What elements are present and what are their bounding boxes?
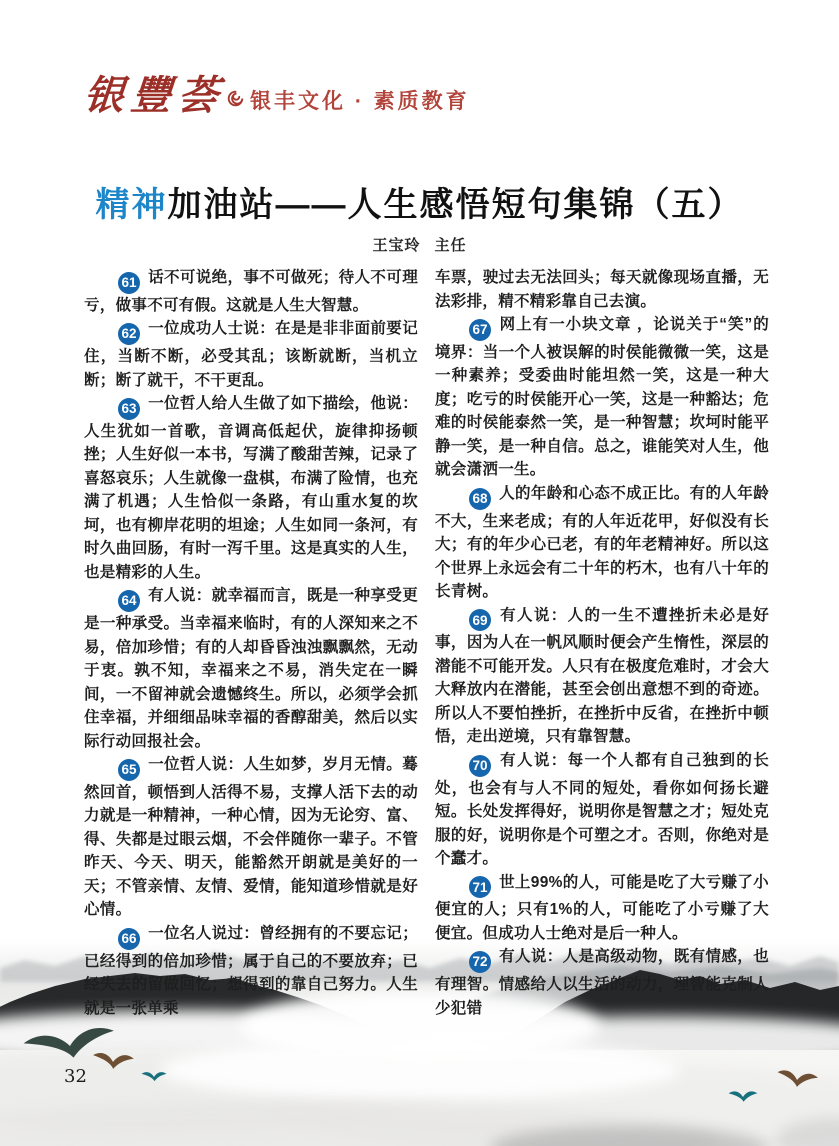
item-number-badge: 70 [469,755,491,777]
page-title [0,186,839,225]
title-rest: 加油站——人生感悟短句集锦（五） [167,186,744,224]
list-item [435,604,769,749]
item-number-badge: 66 [118,928,140,950]
item-number-badge: 69 [469,609,491,631]
page-number: 32 [64,1066,87,1087]
title-block [0,186,839,255]
brand-logo: 银豐荟 [81,72,228,119]
item-number-badge: 72 [469,951,491,973]
item-text: 有人说：就幸福而言，既是一种享受更是一种承受。当幸福来临时，有的人深知来之不易，倍加珍惜；有的人却昏昏浊浊飘飘然，无动于衷。孰不知，幸福来之不易，消失定在一瞬间，一不留神就会遗憾终生。所以，必须学会抓住幸福，并细细品味幸福的香醇甜美，然后以实际行动回报社会。 [84,587,418,750]
item-text: 话不可说绝，事不可做死；待人不可理亏，做事不可有假。这就是人生大智慧。 [84,269,418,314]
list-item [84,392,418,584]
list-item [435,945,769,1020]
left-column [84,266,418,1020]
list-item [84,584,418,753]
list-item [84,753,418,922]
list-item [435,482,769,604]
byline [0,234,839,255]
right-column [435,266,769,1020]
title-highlight: 精神 [95,186,168,224]
item-number-badge: 65 [118,759,140,781]
item-text: 一位哲人给人生做了如下描绘，他说：人生犹如一首歌，音调高低起伏，旋律抑扬顿挫；人生好似一本书，写满了酸甜苦辣，记录了喜怒哀乐；人生就像一盘棋，布满了险情，也充满了机遇；人生恰似一条路，有山重水复的坎坷，也有柳岸花明的坦途；人生如同一条河，有时久曲回肠，有时一泻千里。这是真实的人生，也是精彩的人生。 [84,395,418,581]
list-item [84,317,418,392]
item-number-badge: 71 [469,876,491,898]
list-item-continuation [435,266,769,313]
item-text: 一位名人说过：曾经拥有的不要忘记；已经得到的倍加珍惜；属于自己的不要放弃；已经失去的留做回忆；想得到的靠自己努力。人生就是一张单乘 [84,924,418,1017]
author-name: 王宝玲 [372,237,421,255]
list-item [84,922,418,1020]
item-text: 有人说：每一个人都有自己独到的长处，也会有与人不同的短处，看你如何扬长避短。长处发挥得好，说明你是智慧之才；短处克服的好，说明你是个可塑之才。否则，你绝对是个蠢才。 [435,751,769,867]
item-text: 有人说：人是高级动物，既有情感，也有理智。情感给人以生活的动力，理智能克制人少犯错 [435,948,769,1017]
item-text: 世上99%的人，可能是吃了大亏赚了小便宜的人；只有1%的人，可能吃了小亏赚了大便宜。但成功人士绝对是后一种人。 [435,873,769,942]
swirl-icon [227,90,244,112]
list-item [84,266,418,317]
article-body [84,266,769,1020]
item-text: 一位哲人说：人生如梦，岁月无情。蓦然回首，顿悟到人活得不易，支撑人活下去的动力就是一种精神，一种心情，因为无论穷、富、得、失都是过眼云烟，不会伴随你一辈子。不管昨天、今天、明天，能豁然开朗就是美好的一天；不管亲情、友情、爱情，能知道珍惜就是好心情。 [84,756,418,919]
author-title: 主任 [434,237,467,255]
item-number-badge: 61 [118,272,140,294]
item-number-badge: 63 [118,398,140,420]
item-number-badge: 64 [118,590,140,612]
item-number-badge: 67 [469,319,491,341]
brand-tagline: 银丰文化 · 素质教育 [250,90,470,113]
item-number-badge: 68 [469,488,491,510]
masthead [81,72,470,119]
item-text: 车票，驶过去无法回头；每天就像现场直播，无法彩排，精不精彩靠自己去演。 [435,269,769,310]
list-item [435,871,769,946]
cloud [160,1040,680,1100]
list-item [435,313,769,482]
item-number-badge: 62 [118,323,140,345]
list-item [435,749,769,871]
item-text: 一位成功人士说：在是是非非面前要记住，当断不断，必受其乱；该断就断，当机立断；断了就干，不干更乱。 [84,320,418,389]
item-text: 人的年龄和心态不成正比。有的人年龄不大，生来老成；有的人年近花甲，好似没有长大；有的年少心已老，有的年老精神好。所以这个世界上永远会有二十年的朽木，也有八十年的长青树。 [435,484,769,600]
item-text: 网上有一小块文章 ，论说关于“笑”的境界：当一个人被误解的时侯能微微一笑，这是一种素养；受委曲时能坦然一笑，这是一种大度；吃亏的时侯能开心一笑，这是一种豁达；危难的时侯能泰然一笑，是一种智慧；坎坷时能平静一笑，是一种自信。总之，谁能笑对人生，他就会潇洒一生。 [435,316,769,479]
item-text: 有人说：人的一生不遭挫折未必是好事，因为人在一帆风顺时便会产生惰性，深层的潜能不可能开发。人只有在极度危难时，才会大大释放内在潜能，甚至会创出意想不到的奇迹。所以人不要怕挫折，在挫折中反省，在挫折中顿悟，走出逆境，只有靠智慧。 [435,606,769,746]
